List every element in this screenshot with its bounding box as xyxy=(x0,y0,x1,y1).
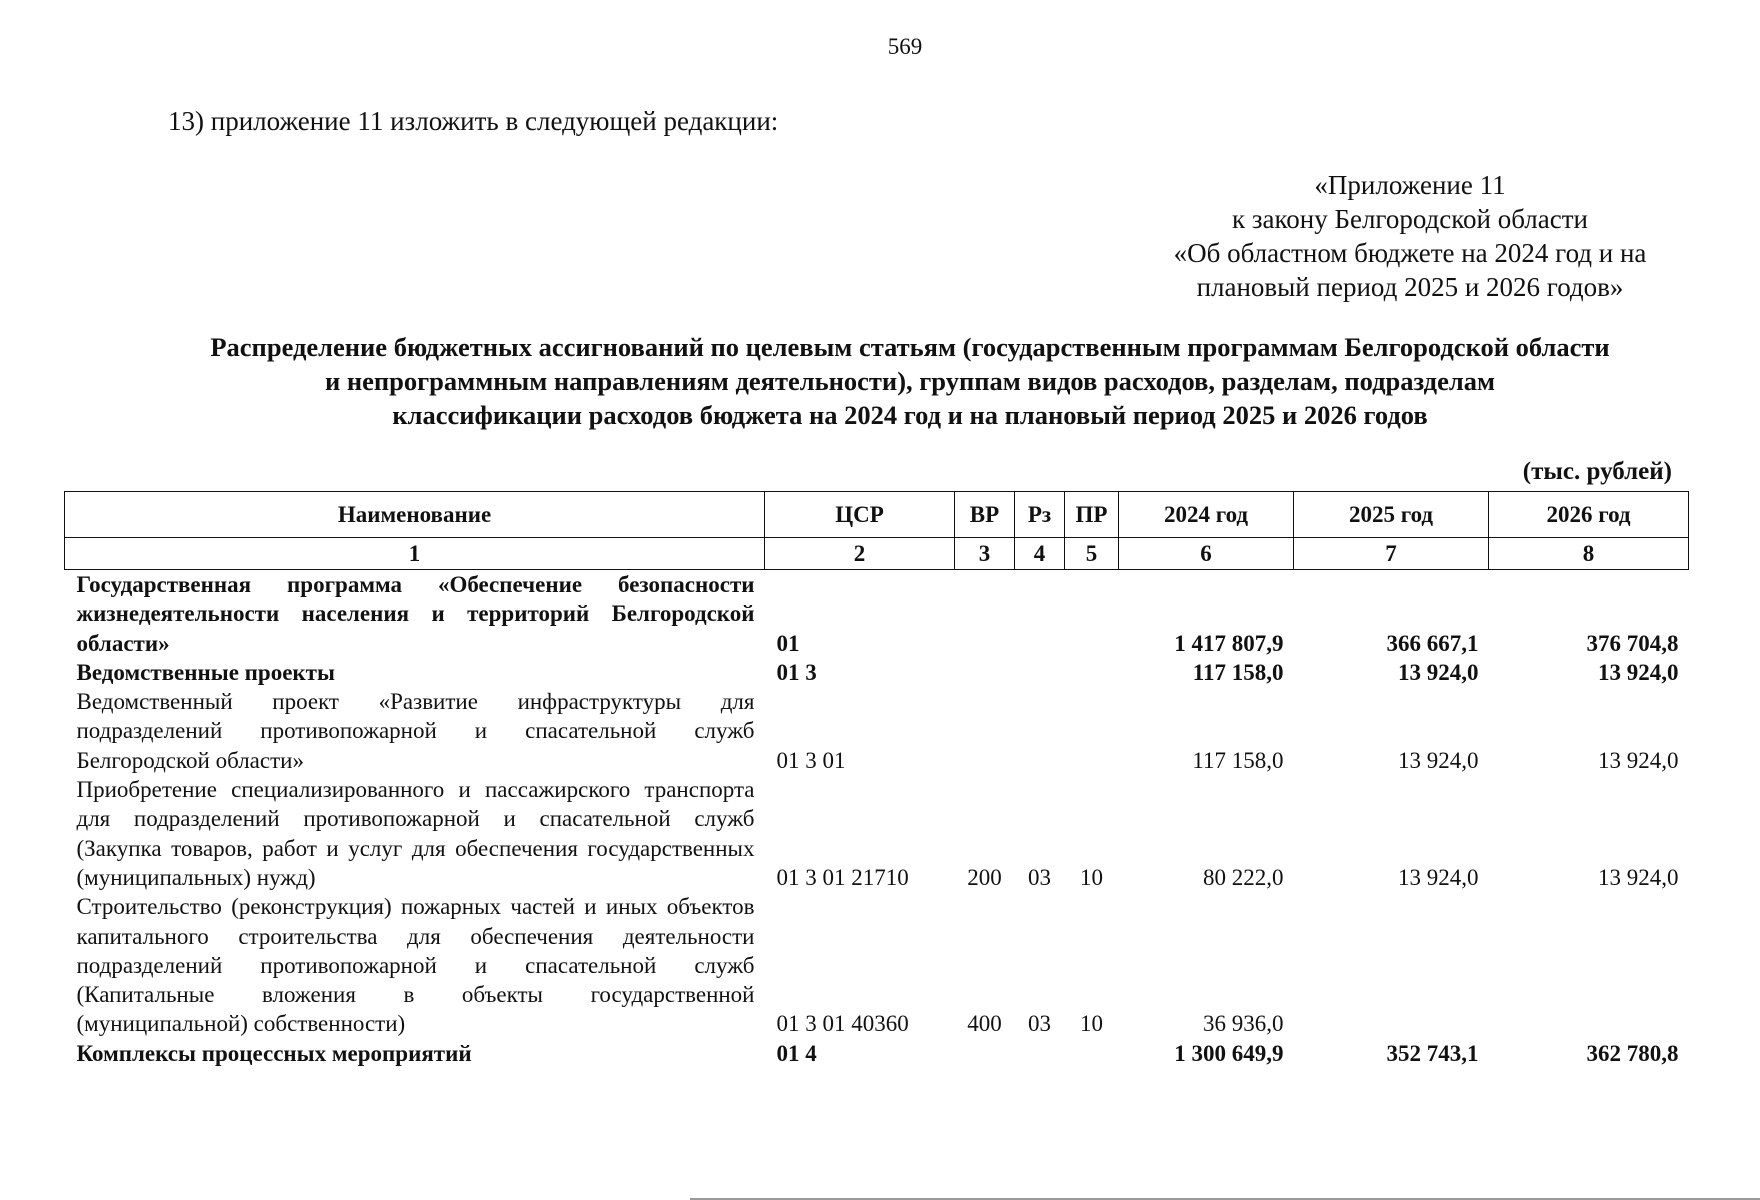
column-number: 3 xyxy=(955,538,1015,570)
row-2024: 36 936,0 xyxy=(1203,1011,1284,1037)
row-csr: 01 xyxy=(776,630,800,656)
column-number: 4 xyxy=(1015,538,1065,570)
row-name: Комплексы процессных мероприятий xyxy=(76,1040,472,1066)
header-vr: ВР xyxy=(955,492,1015,538)
intro-text: 13) приложение 11 изложить в следующей редакции: xyxy=(168,106,779,136)
row-2025 xyxy=(1294,892,1489,1038)
row-rz xyxy=(1015,1039,1065,1068)
header-name: Наименование xyxy=(65,492,765,538)
row-2024: 1 417 807,9 xyxy=(1174,630,1284,656)
row-rz xyxy=(1015,570,1065,658)
header-2025: 2025 год xyxy=(1294,492,1489,538)
header-2026: 2026 год xyxy=(1489,492,1689,538)
row-2024: 117 158,0 xyxy=(1192,747,1284,773)
row-name: Ведомственные проекты xyxy=(76,659,335,685)
row-2025: 366 667,1 xyxy=(1386,630,1479,656)
header-rz: Рз xyxy=(1015,492,1065,538)
row-name: Приобретение специализированного и пассажирского транспорта для подразделений противопожарной и спасательной служб (Закупка товаров, работ и услуг для обеспечения государственных (муниципальных) нужд) xyxy=(76,777,755,890)
row-vr xyxy=(955,1039,1015,1068)
row-vr xyxy=(955,570,1015,658)
row-name: Строительство (реконструкция) пожарных частей и иных объектов капитального строительства для обеспечения деятельности подразделений противопожарной и спасательной служб (Капитальные вложения в объекты государственной (муниципальной) собственности) xyxy=(76,894,755,1037)
row-pr xyxy=(1065,687,1119,775)
appendix-reference xyxy=(1130,168,1690,304)
budget-table xyxy=(64,491,1689,1068)
row-csr: 01 3 xyxy=(776,659,817,685)
row-csr: 01 3 01 21710 xyxy=(776,864,909,890)
column-number: 1 xyxy=(65,538,765,570)
row-csr: 01 4 xyxy=(776,1040,817,1066)
row-rz: 03 xyxy=(1028,1011,1051,1037)
table-row xyxy=(65,570,1689,658)
table-header-row xyxy=(65,492,1689,538)
row-name: Ведомственный проект «Развитие инфраструктуры для подразделений противопожарной и спасательной служб Белгородской области» xyxy=(76,689,755,773)
appendix-line-4: плановый период 2025 и 2026 годов» xyxy=(1196,272,1624,302)
title-line-3: классификации расходов бюджета на 2024 год и на плановый период 2025 и 2026 годов xyxy=(392,400,1428,430)
row-rz: 03 xyxy=(1028,864,1051,890)
row-csr: 01 3 01 xyxy=(776,747,846,773)
row-2026: 13 924,0 xyxy=(1598,659,1679,685)
row-2026: 13 924,0 xyxy=(1598,747,1679,773)
row-2025: 13 924,0 xyxy=(1398,659,1479,685)
row-pr: 10 xyxy=(1080,864,1103,890)
column-number: 8 xyxy=(1489,538,1689,570)
row-pr xyxy=(1065,1039,1119,1068)
appendix-line-3: «Об областном бюджете на 2024 год и на xyxy=(1173,238,1647,268)
column-number: 5 xyxy=(1065,538,1119,570)
row-pr xyxy=(1065,570,1119,658)
column-number: 2 xyxy=(765,538,955,570)
table-row xyxy=(65,658,1689,687)
units-label: (тыс. рублей) xyxy=(1522,458,1672,485)
row-vr: 200 xyxy=(967,864,1002,890)
column-number-row xyxy=(65,538,1689,570)
row-2025: 13 924,0 xyxy=(1398,864,1479,890)
row-2026: 376 704,8 xyxy=(1586,630,1679,656)
row-csr: 01 3 01 40360 xyxy=(776,1011,909,1037)
row-pr xyxy=(1065,658,1119,687)
column-number: 7 xyxy=(1294,538,1489,570)
row-pr: 10 xyxy=(1080,1011,1103,1037)
header-csr: ЦСР xyxy=(765,492,955,538)
row-name: Государственная программа «Обеспечение безопасности жизнедеятельности населения и территорий Белгородской области» xyxy=(76,572,755,656)
row-vr xyxy=(955,658,1015,687)
appendix-line-2: к закону Белгородской области xyxy=(1232,204,1588,234)
title-line-1: Распределение бюджетных ассигнований по целевым статьям (государственным программам Белгородской области xyxy=(210,332,1610,362)
row-2025: 13 924,0 xyxy=(1398,747,1479,773)
appendix-line-1: «Приложение 11 xyxy=(1314,170,1506,200)
row-vr: 400 xyxy=(967,1011,1002,1037)
title-line-2: и непрограммным направлениям деятельности), группам видов расходов, разделам, подразделам xyxy=(324,366,1496,396)
row-rz xyxy=(1015,658,1065,687)
row-2024: 1 300 649,9 xyxy=(1174,1040,1284,1066)
document-title xyxy=(100,330,1720,432)
row-rz xyxy=(1015,687,1065,775)
row-2026 xyxy=(1489,892,1689,1038)
page-number: 569 xyxy=(887,34,923,59)
table-row xyxy=(65,687,1689,775)
row-2024: 80 222,0 xyxy=(1203,864,1284,890)
row-vr xyxy=(955,687,1015,775)
header-2024: 2024 год xyxy=(1119,492,1294,538)
table-row xyxy=(65,1039,1689,1068)
table-row xyxy=(65,892,1689,1038)
table-row xyxy=(65,775,1689,892)
row-2024: 117 158,0 xyxy=(1192,659,1284,685)
row-2026: 13 924,0 xyxy=(1598,864,1679,890)
row-2025: 352 743,1 xyxy=(1386,1040,1479,1066)
column-number: 6 xyxy=(1119,538,1294,570)
header-pr: ПР xyxy=(1065,492,1119,538)
row-2026: 362 780,8 xyxy=(1586,1040,1679,1066)
